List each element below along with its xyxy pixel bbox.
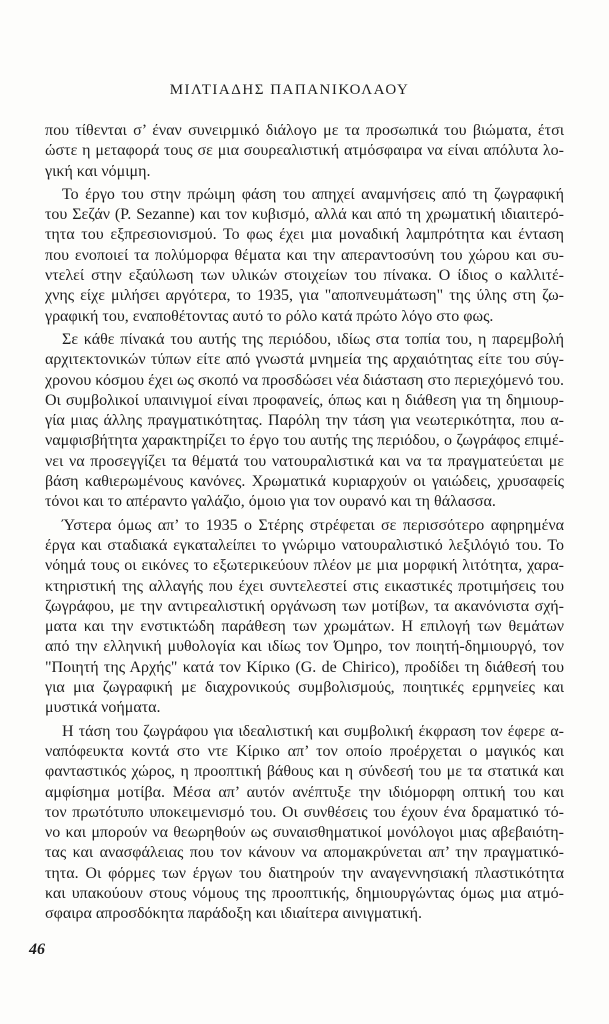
text-line: μυστικά νοήματα. xyxy=(45,699,161,717)
text-line: Η τάση του ζωγράφου για ιδεαλιστική και συμβολική έκφραση τον έφερε α- xyxy=(62,722,564,740)
text-line: φανταστικός χώρος, η προοπτική βάθους και η σύνδεσή του με τα στατικά και xyxy=(45,763,564,781)
paragraph xyxy=(45,330,564,513)
text-line: Το έργο του στην πρώιμη φάση του απηχεί αναμνήσεις από τη ζωγραφική xyxy=(62,185,564,203)
text-line: σφαιρα απροσδόκητα παράδοξη και ιδιαίτερα αινιγματική. xyxy=(45,905,423,923)
text-line: τας και ανασφάλειας που τον κάνουν να απομακρύνεται απ’ την πραγματικό- xyxy=(45,844,564,862)
text-line: νο και μπορούν να θεωρηθούν ως συναισθηματικοί μονόλογοι μιας αβεβαιότη- xyxy=(45,824,564,842)
paragraph xyxy=(45,121,564,182)
paragraph xyxy=(45,722,564,925)
paragraph xyxy=(45,185,564,327)
text-line: "Ποιητή της Αρχής" κατά τον Κίρικο (G. de Chirico), προδίδει τη διάθεσή του xyxy=(45,658,564,676)
text-line: κτηριστική της αλλαγής που έχει συντελεστεί στις εικαστικές προτιμήσεις του xyxy=(45,577,564,595)
text-line: που ενοποιεί τα πολύμορφα θέματα και την απεραντοσύνη του χώρου και συ- xyxy=(45,246,564,264)
text-line: Ύστερα όμως απ’ το 1935 ο Στέρης στρέφεται σε περισσότερο αφηρημένα xyxy=(62,516,564,534)
text-line: που τίθενται σ’ έναν συνειρμικό διάλογο με τα προσωπικά του βιώματα, έτσι xyxy=(45,122,564,139)
text-line: τητα του εξπρεσιονισμού. Το φως έχει μια μοναδική λαμπρότητα και ένταση xyxy=(45,226,564,244)
text-line: τόνοι και το απέραντο γαλάζιο, όμοιο για τον ουρανό και τη θάλασσα. xyxy=(45,493,496,511)
text-line: Σε κάθε πίνακά του αυτής της περιόδου, ιδίως στα τοπία του, η παρεμβολή xyxy=(62,330,564,348)
page-number: 46 xyxy=(29,941,45,958)
text-line: για μια ζωγραφική με διαχρονικούς συμβολισμούς, ποιητικές ερμηνείες και xyxy=(45,679,564,697)
text-line: ναμφισβήτητα χαρακτηρίζει το έργο του αυτής της περιόδου, ο ζωγράφος επιμέ- xyxy=(45,432,564,450)
text-line: ντελεί στην εξαύλωση των υλικών στοιχείων του πίνακα. Ο ίδιος ο καλλιτέ- xyxy=(45,267,564,285)
text-line: αρχιτεκτονικών τύπων είτε από γνωστά μνημεία της αρχαιότητας είτε του σύγ- xyxy=(45,351,564,369)
text-line: ζωγράφου, με την αντιρεαλιστική οργάνωση των μοτίβων, τα ακανόνιστα σχή- xyxy=(45,597,564,615)
text-line: του Σεζάν (P. Sezanne) και τον κυβισμό, αλλά και από τη χρωματική ιδιαιτερό- xyxy=(45,206,564,224)
text-line: Οι συμβολικοί υπαινιγμοί είναι προφανείς, όπως και η διάθεση για τη δημιουρ- xyxy=(45,391,564,409)
running-header: ΜΙΛΤΙΑΔΗΣ ΠΑΠΑΝΙΚΟΛΑΟΥ xyxy=(169,82,410,98)
text-line: τητα. Οι φόρμες των έργων του διατηρούν την αναγεννησιακή πλαστικότητα xyxy=(45,864,564,882)
text-line: γική και νόμιμη. xyxy=(45,162,151,180)
text-line: αμφίσημα μοτίβα. Μέσα απ’ αυτόν ανέπτυξε την ιδιόμορφη οπτική του και xyxy=(45,783,564,801)
text-line: και υπακούουν στους νόμους της προοπτικής, δημιουργώντας όμως μια ατμό- xyxy=(45,884,564,902)
text-line: ματα και την ενστικτώδη παράθεση των χρωμάτων. Η επιλογή των θεμάτων xyxy=(45,618,564,636)
text-line: νει να προσεγγίζει τα θέματά του νατουραλιστικά και να τα πραγματεύεται με xyxy=(45,452,564,470)
text-line: γραφική του, εναποθέτοντας αυτό το ρόλο κατά πρώτο λόγο στο φως. xyxy=(45,307,494,325)
text-line: ναπόφευκτα κοντά στο ντε Κίρικο απ’ τον οποίο προέρχεται ο μαγικός και xyxy=(45,742,564,760)
text-line: βάση καθιερωμένους κανόνες. Χρωματικά κυριαρχούν οι γαιώδεις, χρυσαφείς xyxy=(45,473,564,491)
text-line: τον πρωτότυπο υποκειμενισμό του. Οι συνθέσεις του έχουν ένα δραματικό τό- xyxy=(45,803,564,821)
text-line: χνης είχε μιλήσει αργότερα, το 1935, για "αποπνευμάτωση" της ύλης στη ζω- xyxy=(45,287,564,305)
text-line: χρονου κόσμου έχει ως σκοπό να προσδώσει νέα διάσταση στο περιεχόμενό του. xyxy=(45,371,564,389)
text-line: ώστε η μεταφορά τους σε μια σουρεαλιστική ατμόσφαιρα να είναι απόλυτα λο- xyxy=(45,142,564,160)
text-line: από την ελληνική μυθολογία και ιδίως τον Όμηρο, τον ποιητή-δημιουργό, τον xyxy=(45,638,564,656)
text-line: νόημά τους οι εικόνες το εξωτερικεύουν πλέον με μια μορφική λιτότητα, χαρα- xyxy=(45,557,564,575)
paragraph xyxy=(45,516,564,719)
text-line: έργα και σταδιακά εγκαταλείπει το γνώριμο νατουραλιστικό λεξιλόγιό του. Το xyxy=(45,536,564,554)
text-line: γία μιας άλλης πραγματικότητας. Παρόλη την τάση για νεωτερικότητα, που α- xyxy=(45,412,564,430)
text-block xyxy=(45,121,564,928)
